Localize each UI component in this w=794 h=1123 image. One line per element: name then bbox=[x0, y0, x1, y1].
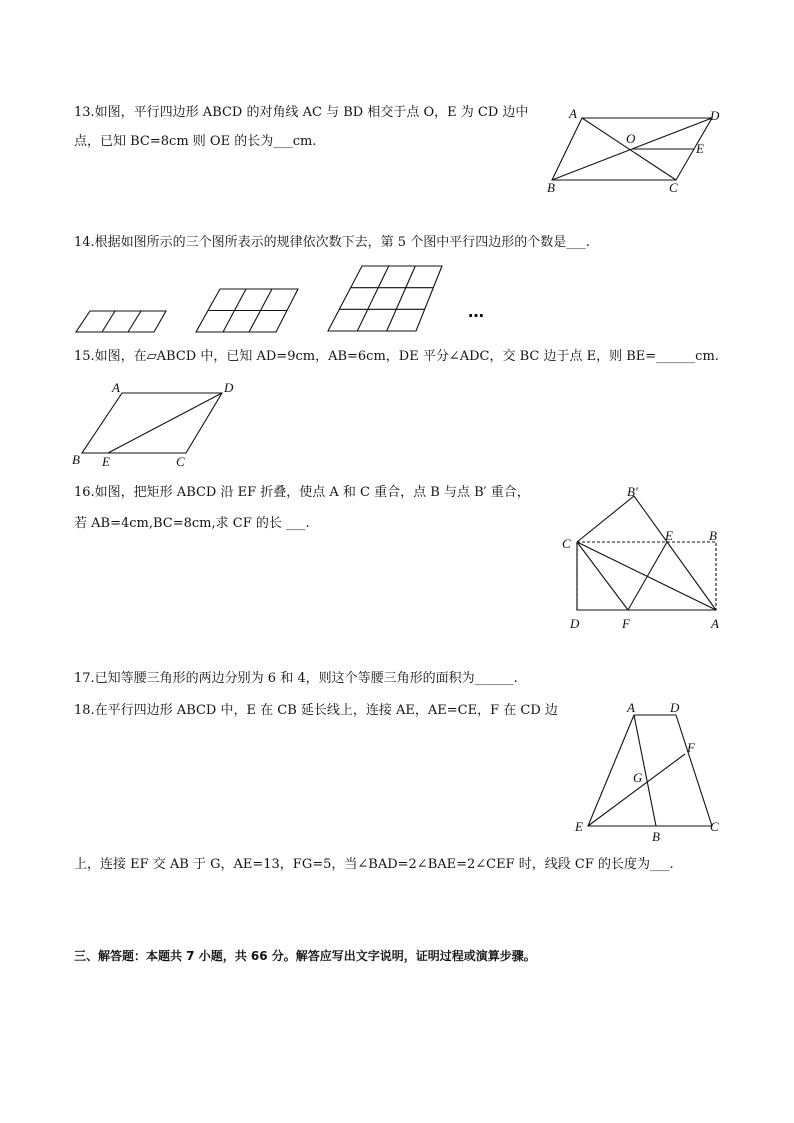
fig18-label-a: A bbox=[627, 700, 635, 715]
fig16-label-d: D bbox=[570, 616, 580, 631]
fig13-label-c: C bbox=[669, 180, 678, 195]
fig16-label-b: B bbox=[709, 528, 717, 543]
fig13-label-d: D bbox=[710, 108, 720, 123]
fig15-label-b: B bbox=[72, 452, 80, 467]
fig15-label-e: E bbox=[102, 454, 110, 469]
fig15-label-c: C bbox=[176, 454, 185, 469]
fig16-label-e: E bbox=[665, 528, 673, 543]
fig15-label-d: D bbox=[224, 380, 234, 395]
fig18-parallelogram-diagram bbox=[566, 696, 736, 846]
q16-line2: 若 AB=4cm,BC=8cm,求 CF 的长 ___. bbox=[74, 516, 310, 531]
fig18-label-f: F bbox=[687, 740, 695, 755]
q15-line1: 15.如图，在▱ABCD 中，已知 AD=9cm，AB=6cm，DE 平分∠ADC，交 BC 边于点 E，则 BE=______cm. bbox=[74, 349, 719, 364]
fig13-label-o: O bbox=[626, 131, 636, 146]
fig14-p3-outline bbox=[328, 266, 442, 331]
fig13-label-a: A bbox=[569, 106, 577, 121]
fig16-diagonal-ca bbox=[577, 542, 716, 610]
q18-line2: 上，连接 EF 交 AB 于 G，AE=13，FG=5，当∠BAD=2∠BAE=2∠CEF 时，线段 CF 的长度为___. bbox=[74, 857, 674, 872]
fig16-label-a: A bbox=[711, 616, 719, 631]
fig14-p1-outline bbox=[76, 311, 166, 332]
fig16-label-f: F bbox=[622, 616, 630, 631]
fig16-label-c: C bbox=[562, 536, 571, 551]
fig15-segment-de bbox=[108, 393, 222, 453]
fig16-segment-cf bbox=[577, 542, 628, 610]
fig15-label-a: A bbox=[112, 380, 120, 395]
q13-line2: 点，已知 BC=8cm 则 OE 的长为___cm. bbox=[74, 134, 317, 149]
q14-line1: 14.根据如图所示的三个图所表示的规律依次数下去，第 5 个图中平行四边形的个数是___. bbox=[74, 235, 590, 250]
fig18-label-b: B bbox=[652, 829, 660, 844]
fig14-ellipsis: … bbox=[468, 302, 484, 321]
fig14-pattern-1 bbox=[74, 308, 174, 338]
fig15-parallelogram bbox=[82, 393, 222, 453]
fig18-label-e: E bbox=[575, 819, 583, 834]
q17-line1: 17.已知等腰三角形的两边分别为 6 和 4，则这个等腰三角形的面积为______. bbox=[74, 671, 518, 686]
fig14-pattern-2 bbox=[194, 286, 304, 336]
fig16-label-bprime: B′ bbox=[627, 484, 638, 499]
q16-line1: 16.如图，把矩形 ABCD 沿 EF 折叠，使点 A 和 C 重合，点 B 与点 B′ 重合， bbox=[74, 485, 530, 500]
fig18-label-g: G bbox=[633, 770, 643, 785]
fig14-pattern-3 bbox=[326, 263, 446, 335]
fig15-parallelogram-diagram bbox=[66, 378, 246, 468]
fig13-parallelogram-diagram bbox=[540, 100, 740, 200]
fig18-label-d: D bbox=[670, 700, 680, 715]
fig13-label-e: E bbox=[696, 141, 704, 156]
section3-heading: 三、解答题：本题共 7 小题，共 66 分。解答应写出文字说明，证明过程或演算步骤。 bbox=[74, 949, 536, 963]
fig18-left-side-ae bbox=[588, 715, 712, 826]
fig13-label-b: B bbox=[547, 180, 555, 195]
fig16-folded-part bbox=[577, 496, 716, 610]
fig16-rectangle-fold-diagram bbox=[556, 484, 736, 634]
q13-line1: 13.如图，平行四边形 ABCD 的对角线 AC 与 BD 相交于点 O，E 为 CD 边中 bbox=[74, 105, 529, 120]
fig18-label-c: C bbox=[710, 819, 719, 834]
q18-line1: 18.在平行四边形 ABCD 中，E 在 CB 延长线上，连接 AE，AE=CE，F 在 CD 边 bbox=[74, 703, 558, 718]
